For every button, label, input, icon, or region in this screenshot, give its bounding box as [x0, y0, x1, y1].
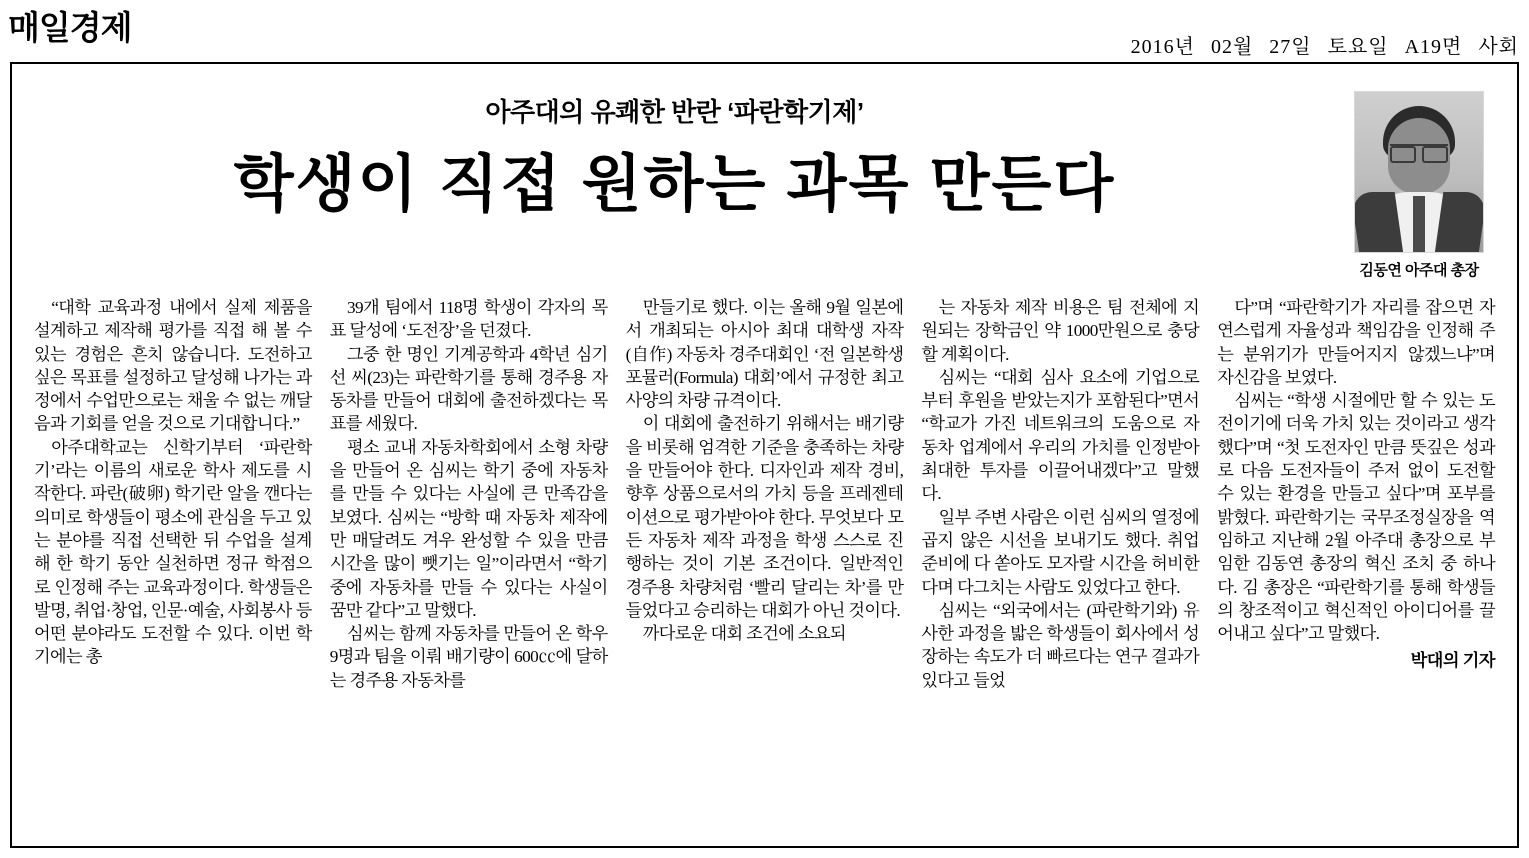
article-frame	[10, 62, 1519, 848]
article-column-4	[921, 296, 1199, 838]
dateline-year: 2016년	[1130, 36, 1195, 58]
dateline-section: 사회	[1478, 36, 1519, 58]
article-column-1	[34, 296, 312, 838]
paragraph: 39개 팀에서 118명 학생이 각자의 목표 달성에 ‘도전장’을 던졌다.	[329, 298, 608, 341]
article-column-2	[330, 296, 608, 838]
paragraph: 일부 주변 사람은 이런 심씨의 열정에 곱지 않은 시선을 보내기도 했다. 취업 준비에 다 쏟아도 모자랄 시간을 허비한다며 다그치는 사람도 있었다고 한다.	[921, 507, 1200, 597]
portrait-block	[1351, 91, 1487, 280]
photo-caption: 김동연 아주대 총장	[1359, 262, 1479, 279]
article-headline: 학생이 직접 원하는 과목 만든다	[233, 150, 1116, 219]
paragraph: 다”며 “파란학기가 자리를 잡으면 자연스럽게 자율성과 책임감을 인정해 주는 분위기가 만들어지지 않겠느냐”며 자신감을 보였다.	[1217, 298, 1495, 387]
portrait-suit-right	[1435, 192, 1484, 253]
paragraph: 심씨는 “대회 심사 요소에 기업으로부터 후원을 받았는지가 포함된다”면서 “학교가 가진 네트워크의 도움으로 자동차 업계에서 우리의 가치를 인정받아 최대한 투자를 이끌어내겠다”고 말했다.	[921, 367, 1200, 504]
paragraph: 심씨는 “외국에서는 (파란학기와) 유사한 과정을 밟은 학생들이 회사에서 성장하는 속도가 더 빠르다는 연구 결과가 있다고 들었	[921, 600, 1200, 690]
dateline-weekday: 토요일	[1327, 36, 1389, 58]
paragraph: 아주대학교는 신학기부터 ‘파란학기’라는 이름의 새로운 학사 제도를 시작한다. 파란(破卵) 학기란 알을 깬다는 의미로 학생들이 평소에 관심을 두고 있는 분야를 직접 선택한 뒤 수업을 설계해 한 학기 동안 실천하면 정규 학점으로 인정해 주는 교육과정이다. 학생들은 발명, 취업·창업, 인문·예술, 사회봉사 등 어떤 분야라도 도전할 수 있다. 이번 학기에는 총	[34, 437, 312, 667]
byline: 박대의 기자	[1410, 651, 1495, 671]
paragraph: 심씨는 “학생 시절에만 할 수 있는 도전이기에 더욱 가치 있는 것이라고 생각했다”며 “첫 도전자인 만큼 뜻깊은 성과로 다음 도전자들이 주저 없이 도전할 수 있는 환경을 만들고 싶다”며 포부를 밝혔다. 파란학기는 국무조정실장을 역임하고 지난해 2월 아주대 총장으로 부임한 김동연 총장의 혁신 조치 중 하나다. 김 총장은 “파란학기를 통해 학생들의 창조적이고 혁신적인 아이디어를 끌어내고 싶다”고 말했다.	[1217, 391, 1495, 644]
article-body	[34, 296, 1495, 838]
portrait-tie	[1413, 196, 1425, 252]
paragraph: 까다로운 대회 조건에 소요되	[642, 624, 846, 644]
article-column-3	[626, 296, 904, 838]
dateline-month: 02월	[1210, 36, 1254, 58]
article-column-5	[1217, 296, 1495, 838]
paragraph: 만들기로 했다. 이는 올해 9월 일본에서 개최되는 아시아 최대 대학생 자작(自作) 자동차 경주대회인 ‘전 일본학생 포뮬러(Formula) 대회’에서 규정한 최고 사양의 차량 규격이다.	[625, 298, 904, 411]
paragraph: 는 자동차 제작 비용은 팀 전체에 지원되는 장학금인 약 1000만원으로 충당할 계획이다.	[921, 298, 1200, 364]
paragraph: 그중 한 명인 기계공학과 4학년 심기선 씨(23)는 파란학기를 통해 경주용 자동차를 만들어 대회에 출전하겠다는 목표를 세웠다.	[329, 344, 608, 434]
dateline-page: A19면	[1404, 36, 1463, 58]
dateline	[1131, 30, 1519, 59]
portrait-photo	[1354, 91, 1484, 253]
portrait-suit-left	[1354, 192, 1403, 253]
paragraph: “대학 교육과정 내에서 실제 제품을 설계하고 제작해 평가를 직접 해 볼 수 있는 경험은 흔치 않습니다. 도전하고 싶은 목표를 설정하고 달성해 나가는 과정에서 수업만으로는 채울 수 없는 깨달음과 기회를 얻을 것으로 기대합니다.”	[34, 298, 312, 434]
masthead-title: 매일경제	[8, 9, 132, 46]
paragraph: 평소 교내 자동차학회에서 소형 차량을 만들어 온 심씨는 학기 중에 자동차를 만들 수 있다는 사실에 큰 만족감을 보였다. 심씨는 “방학 때 자동차 제작에만 매달려도 겨우 완성할 수 있을 만큼 시간을 많이 뺏기는 일”이라면서 “학기 중에 자동차를 만들 수 있다는 사실이 꿈만 같다”고 말했다.	[329, 437, 608, 620]
paragraph: 심씨는 함께 자동차를 만들어 온 학우 9명과 팀을 이뤄 배기량이 600㏄에 달하는 경주용 자동차를	[329, 624, 608, 690]
article-kicker: 아주대의 유쾌한 반란 ‘파란학기제’	[485, 97, 864, 127]
paragraph: 이 대회에 출전하기 위해서는 배기량을 비롯해 엄격한 기준을 충족하는 차량을 만들어야 한다. 디자인과 제작 경비, 향후 상품으로서의 가치 등을 프레젠테이션으로 평가받아야 한다. 무엇보다 모든 자동차 제작 과정을 학생 스스로 진행하는 것이 기본 조건이다. 일반적인 경주용 차량처럼 ‘빨리 달리는 차’를 만들었다고 승리하는 대회가 아닌 것이다.	[625, 414, 904, 620]
glasses-icon	[1390, 144, 1448, 160]
dateline-day: 27일	[1269, 36, 1312, 58]
